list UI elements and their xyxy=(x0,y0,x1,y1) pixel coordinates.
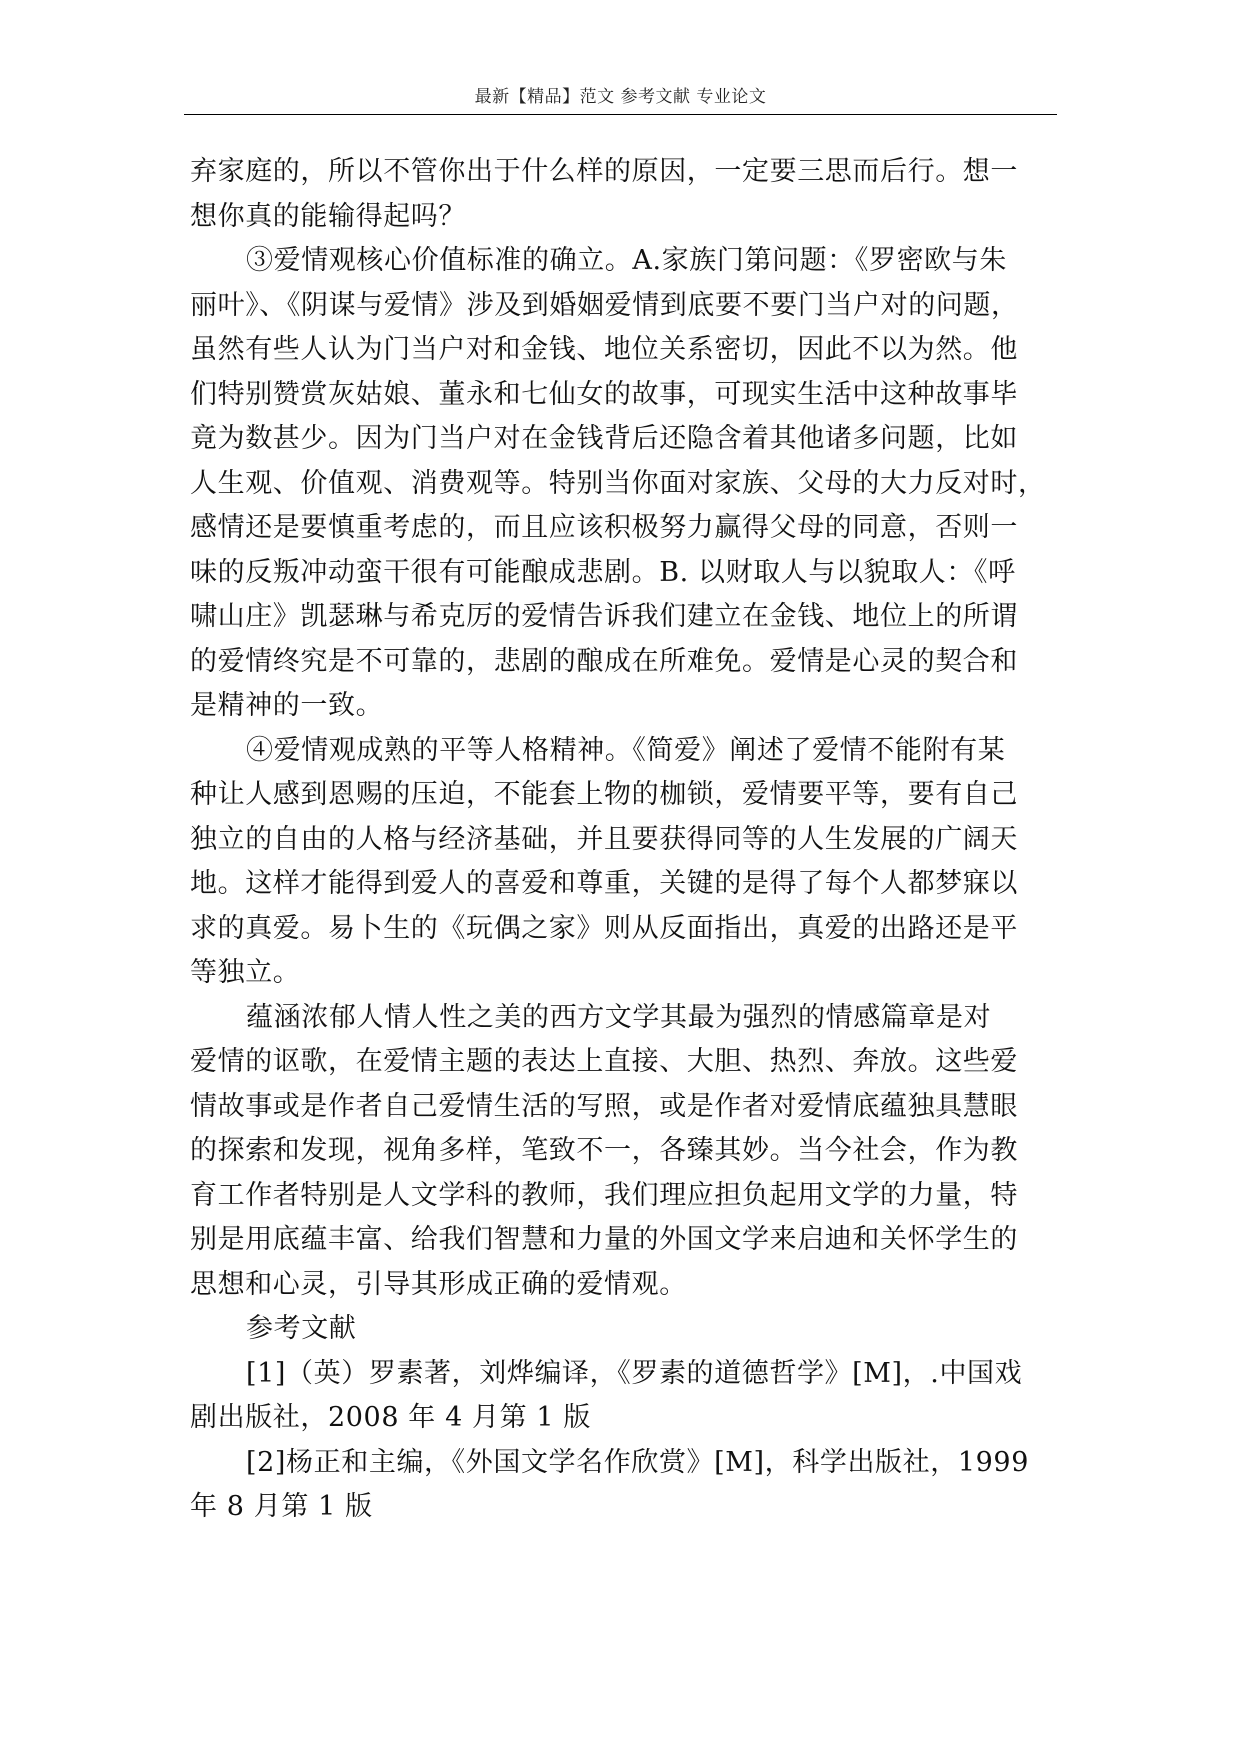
text-line: 求的真爱。易卜生的《玩偶之家》则从反面指出，真爱的出路还是平 xyxy=(190,912,1018,944)
text-line: 味的反叛冲动蛮干很有可能酿成悲剧。B. 以财取人与以貌取人：《呼 xyxy=(190,556,1016,588)
text-line: 等独立。 xyxy=(190,957,301,988)
text-line: 想你真的能输得起吗？ xyxy=(190,200,466,232)
text-line: 参考文献 xyxy=(246,1313,357,1344)
text-line: 地。这样才能得到爱人的喜爱和尊重，关键的是得了每个人都梦寐以 xyxy=(190,868,1018,899)
text-line: 是精神的一致。 xyxy=(190,690,384,721)
text-line: 虽然有些人认为门当户对和金钱、地位关系密切，因此不以为然。他 xyxy=(190,334,1018,365)
text-line: 思想和心灵，引导其形成正确的爱情观。 xyxy=(190,1268,687,1300)
document-body xyxy=(190,150,1058,1530)
text-line: 独立的自由的人格与经济基础，并且要获得同等的人生发展的广阔天 xyxy=(190,823,1018,855)
text-line: ③爱情观核心价值标准的确立。A.家族门第问题：《罗密欧与朱 xyxy=(246,245,1007,276)
text-line: 种让人感到恩赐的压迫，不能套上物的枷锁，爱情要平等，要有自己 xyxy=(190,779,1018,810)
text-line: 的爱情终究是不可靠的，悲剧的酿成在所难免。爱情是心灵的契合和 xyxy=(190,645,1018,677)
text-line: 的探索和发现，视角多样，笔致不一，各臻其妙。当今社会，作为教 xyxy=(190,1135,1018,1166)
text-line: 人生观、价值观、消费观等。特别当你面对家族、父母的大力反对时， xyxy=(190,467,1046,499)
text-line: 感情还是要慎重考虑的，而且应该积极努力赢得父母的同意，否则一 xyxy=(190,512,1018,543)
text-line: 育工作者特别是人文学科的教师，我们理应担负起用文学的力量，特 xyxy=(190,1179,1018,1211)
text-line: 弃家庭的，所以不管你出于什么样的原因，一定要三思而后行。想一 xyxy=(190,156,1018,187)
text-line: [2]杨正和主编，《外国文学名作欣赏》[M]，科学出版社，1999 xyxy=(246,1446,1029,1478)
text-line: 竟为数甚少。因为门当户对在金钱背后还隐含着其他诸多问题，比如 xyxy=(190,423,1018,454)
header-rule xyxy=(184,114,1057,115)
text-line: ④爱情观成熟的平等人格精神。《简爱》阐述了爱情不能附有某 xyxy=(246,734,1006,766)
text-line: 蕴涵浓郁人情人性之美的西方文学其最为强烈的情感篇章是对 xyxy=(246,1001,992,1033)
text-line: 爱情的讴歌，在爱情主题的表达上直接、大胆、热烈、奔放。这些爱 xyxy=(190,1046,1018,1077)
text-line: 们特别赞赏灰姑娘、董永和七仙女的故事，可现实生活中这种故事毕 xyxy=(190,378,1018,410)
text-line: [1]（英）罗素著，刘烨编译，《罗素的道德哲学》[M]，.中国戏 xyxy=(246,1357,1023,1389)
text-line: 情故事或是作者自己爱情生活的写照，或是作者对爱情底蕴独具慧眼 xyxy=(190,1090,1018,1122)
page-header: 最新【精品】范文 参考文献 专业论文 xyxy=(474,87,767,107)
text-line: 啸山庄》凯瑟琳与希克厉的爱情告诉我们建立在金钱、地位上的所谓 xyxy=(190,601,1018,632)
text-line: 丽叶》、《阴谋与爱情》涉及到婚姻爱情到底要不要门当户对的问题， xyxy=(190,289,1019,321)
text-line: 年 8 月第 1 版 xyxy=(190,1491,373,1522)
text-line: 别是用底蕴丰富、给我们智慧和力量的外国文学来启迪和关怀学生的 xyxy=(190,1224,1018,1255)
text-line: 剧出版社，2008 年 4 月第 1 版 xyxy=(190,1402,591,1433)
